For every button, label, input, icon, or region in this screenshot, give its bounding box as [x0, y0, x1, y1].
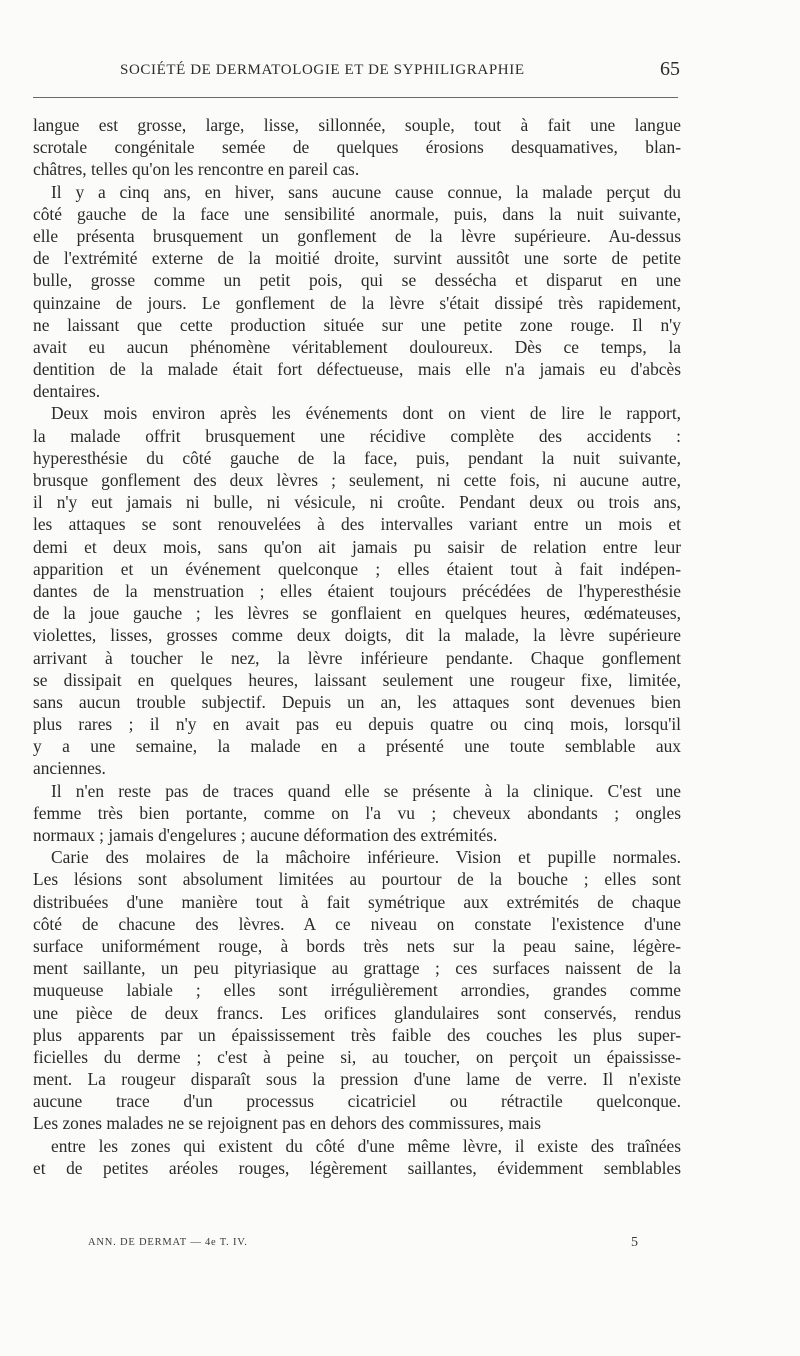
- footer-signature: ANN. DE DERMAT — 4e T. IV.: [88, 1237, 248, 1248]
- text-line: hyperesthésie du côté gauche de la face, puis, pendant la nuit suivante,: [33, 447, 681, 468]
- text-line: sans aucun trouble subjectif. Depuis un an, les attaques sont devenues bien: [33, 691, 681, 712]
- text-line: apparition et un événement quelconque ; elles étaient tout à fait indépen-: [33, 558, 681, 579]
- text-line: de l'extrémité externe de la moitié droite, survint aussitôt une sorte de petite: [33, 248, 681, 269]
- text-line: distribuées d'une manière tout à fait symétrique aux extrémités de chaque: [33, 891, 681, 912]
- text-line: il n'y eut jamais ni bulle, ni vésicule, ni croûte. Pendant deux ou trois ans,: [33, 492, 681, 513]
- text-line: Il y a cinq ans, en hiver, sans aucune cause connue, la malade perçut du: [51, 181, 681, 202]
- text-line: dentaires.: [33, 381, 101, 402]
- text-line: muqueuse labiale ; elles sont irrégulièrement arrondies, grandes comme: [33, 980, 681, 1001]
- text-line: ne laissant que cette production située sur une petite zone rouge. Il n'y: [33, 314, 681, 335]
- text-line: entre les zones qui existent du côté d'une même lèvre, il existe des traînées: [51, 1135, 681, 1156]
- text-line: bulle, grosse comme un petit pois, qui se dessécha et disparut en une: [33, 270, 681, 291]
- text-line: demi et deux mois, sans qu'on ait jamais pu saisir de relation entre leur: [33, 536, 681, 557]
- text-line: aucune trace d'un processus cicatriciel ou rétractile quelconque.: [33, 1091, 681, 1112]
- body-text: [33, 114, 681, 1179]
- text-line: violettes, lisses, grosses comme deux doigts, dit la malade, la lèvre supérieure: [33, 625, 681, 646]
- text-line: plus rares ; il n'y en avait pas eu depuis quatre ou cinq mois, lorsqu'il: [33, 714, 681, 735]
- text-line: elle présenta brusquement un gonflement de la lèvre supérieure. Au-dessus: [33, 225, 681, 246]
- text-line: côté de chacune des lèvres. A ce niveau on constate l'existence d'une: [33, 913, 681, 934]
- header-rule: [33, 97, 678, 98]
- page-number: 65: [660, 58, 680, 80]
- text-line: et de petites aréoles rouges, légèrement saillantes, évidemment semblables: [33, 1157, 681, 1178]
- text-line: avait eu aucun phénomène véritablement douloureux. Dès ce temps, la: [33, 336, 681, 357]
- text-line: Les zones malades ne se rejoignent pas en dehors des commissures, mais: [33, 1113, 542, 1134]
- text-line: Carie des molaires de la mâchoire inférieure. Vision et pupille normales.: [51, 847, 681, 868]
- text-line: langue est grosse, large, lisse, sillonnée, souple, tout à fait une langue: [33, 115, 681, 135]
- text-line: Deux mois environ après les événements dont on vient de lire le rapport,: [51, 403, 681, 424]
- text-line: se dissipait en quelques heures, laissant seulement une rougeur fixe, limitée,: [33, 669, 681, 690]
- text-line: la malade offrit brusquement une récidive complète des accidents :: [33, 425, 681, 446]
- text-line: surface uniformément rouge, à bords très nets sur la peau saine, légère-: [33, 935, 681, 956]
- text-line: brusque gonflement des deux lèvres ; seulement, ni cette fois, ni aucune autre,: [33, 470, 681, 490]
- text-line: quinzaine de jours. Le gonflement de la lèvre s'était dissipé très rapidement,: [33, 292, 681, 313]
- text-line: femme très bien portante, comme on l'a vu ; cheveux abondants ; ongles: [33, 802, 681, 823]
- text-line: châtres, telles qu'on les rencontre en pareil cas.: [33, 159, 360, 180]
- text-line: ficielles du derme ; c'est à peine si, au toucher, on perçoit un épaississe-: [33, 1046, 681, 1067]
- text-line: de la joue gauche ; les lèvres se gonflaient en quelques heures, œdémateuses,: [33, 603, 681, 624]
- text-line: une pièce de deux francs. Les orifices glandulaires sont conservés, rendus: [33, 1002, 681, 1023]
- text-line: les attaques se sont renouvelées à des intervalles variant entre un mois et: [33, 514, 681, 535]
- running-head: SOCIÉTÉ DE DERMATOLOGIE ET DE SYPHILIGRAPHIE: [120, 62, 525, 78]
- text-line: dantes de la menstruation ; elles étaient toujours précédées de l'hyperesthésie: [33, 580, 681, 601]
- text-line: plus apparents par un épaississement très faible des couches les plus super-: [33, 1024, 681, 1045]
- text-line: arrivant à toucher le nez, la lèvre inférieure pendante. Chaque gonflement: [33, 647, 681, 668]
- page-header: [120, 58, 680, 86]
- page-footer: [88, 1237, 638, 1255]
- text-line: dentition de la malade était fort défectueuse, mais elle n'a jamais eu d'abcès: [33, 359, 681, 380]
- text-line: côté gauche de la face une sensibilité anormale, puis, dans la nuit suivante,: [33, 203, 681, 224]
- footer-sheet-number: 5: [631, 1235, 638, 1250]
- text-line: ment. La rougeur disparaît sous la pression d'une lame de verre. Il n'existe: [33, 1069, 681, 1090]
- text-line: Les lésions sont absolument limitées au pourtour de la bouche ; elles sont: [33, 869, 681, 890]
- text-line: scrotale congénitale semée de quelques érosions desquamatives, blan-: [33, 137, 681, 158]
- text-line: Il n'en reste pas de traces quand elle se présente à la clinique. C'est une: [51, 780, 681, 801]
- text-line: normaux ; jamais d'engelures ; aucune déformation des extrémités.: [33, 825, 498, 845]
- text-line: anciennes.: [33, 758, 106, 779]
- text-line: ment saillante, un peu pityriasique au grattage ; ces surfaces naissent de la: [33, 958, 681, 979]
- text-line: y a une semaine, la malade en a présenté une toute semblable aux: [33, 736, 681, 757]
